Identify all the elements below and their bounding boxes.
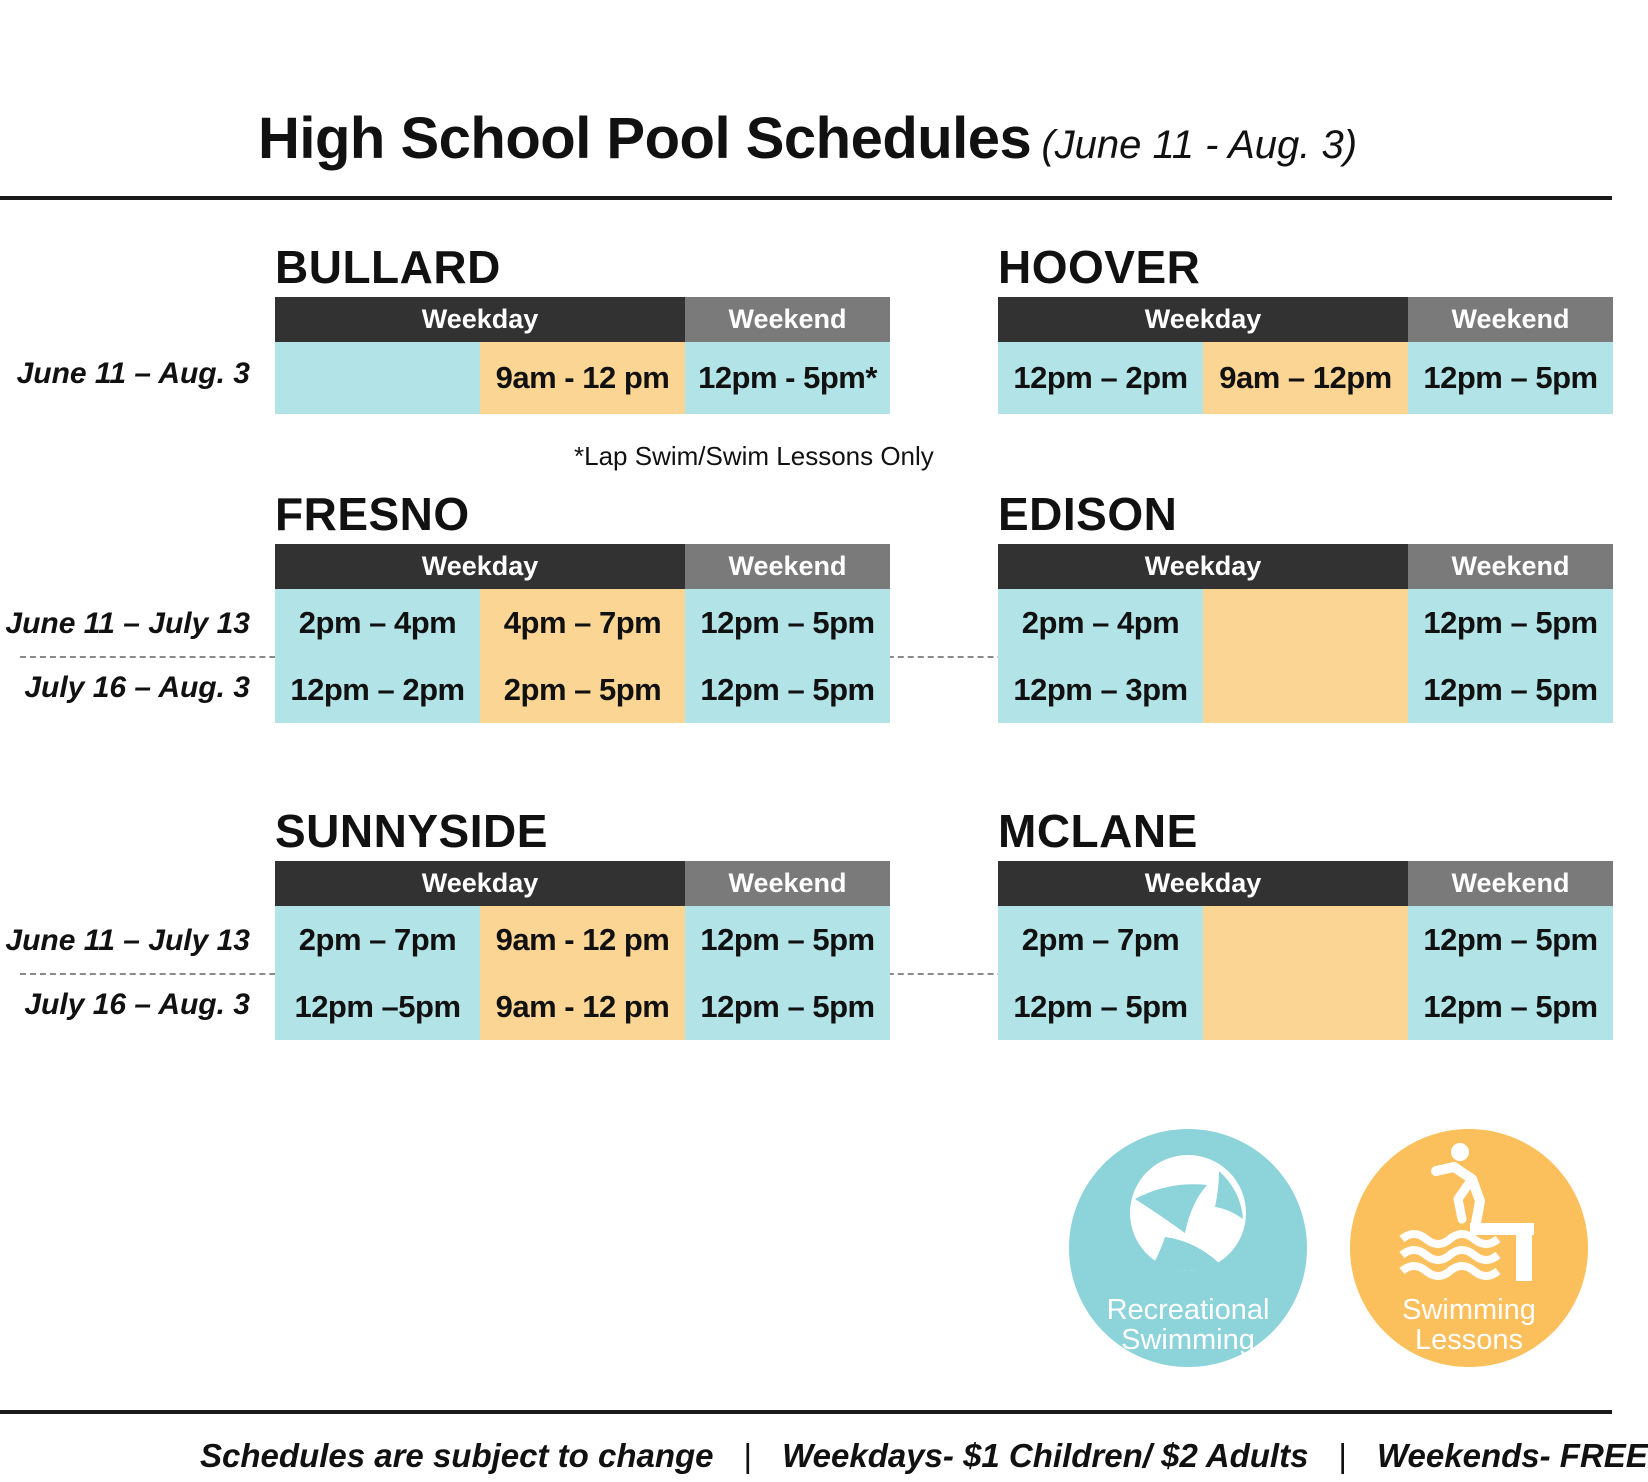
- school-name: SUNNYSIDE: [275, 805, 548, 857]
- weekday-header: Weekday: [275, 297, 685, 342]
- footer-separator: |: [743, 1437, 753, 1474]
- weekend-header: Weekend: [1408, 297, 1613, 342]
- recreational-cell: 2pm – 4pm: [275, 589, 480, 656]
- weekend-cell: 12pm – 5pm: [1408, 906, 1613, 973]
- school-name: BULLARD: [275, 241, 501, 293]
- weekend-header: Weekend: [685, 861, 890, 906]
- recreational-cell: [275, 342, 480, 414]
- weekend-header: Weekend: [1408, 544, 1613, 589]
- lessons-cell: 2pm – 5pm: [480, 656, 685, 723]
- lessons-cell: [1203, 973, 1408, 1040]
- legend-label: Swimming Lessons: [1402, 1294, 1536, 1356]
- lessons-cell: 9am – 12pm: [1203, 342, 1408, 414]
- footer-weekend-price: Weekends- FREE: [1377, 1437, 1648, 1474]
- lessons-cell: 4pm – 7pm: [480, 589, 685, 656]
- school-name: HOOVER: [998, 241, 1201, 293]
- recreational-cell: 12pm – 3pm: [998, 656, 1203, 723]
- recreational-cell: 2pm – 4pm: [998, 589, 1203, 656]
- recreational-cell: 2pm – 7pm: [275, 906, 480, 973]
- lessons-cell: 9am - 12 pm: [480, 342, 685, 414]
- weekend-cell: 12pm – 5pm: [685, 906, 890, 973]
- date-label: June 11 – July 13: [5, 607, 250, 640]
- legend-lessons: [1350, 1129, 1588, 1367]
- page-title: [258, 105, 1357, 172]
- weekday-header: Weekday: [998, 297, 1408, 342]
- date-label: June 11 – Aug. 3: [16, 357, 250, 390]
- weekday-header: Weekday: [998, 861, 1408, 906]
- school-name: MCLANE: [998, 805, 1198, 857]
- weekend-cell: 12pm – 5pm: [1408, 973, 1613, 1040]
- weekend-cell: 12pm – 5pm: [1408, 589, 1613, 656]
- date-label: July 16 – Aug. 3: [24, 671, 250, 704]
- lessons-cell: 9am - 12 pm: [480, 973, 685, 1040]
- weekend-cell: 12pm – 5pm: [685, 656, 890, 723]
- title-date-range: (June 11 - Aug. 3): [1041, 123, 1358, 167]
- lessons-cell: [1203, 589, 1408, 656]
- recreational-cell: 12pm –5pm: [275, 973, 480, 1040]
- footer: [200, 1437, 1648, 1475]
- weekend-cell: 12pm – 5pm: [685, 589, 890, 656]
- weekend-cell: 12pm - 5pm*: [685, 342, 890, 414]
- recreational-cell: 2pm – 7pm: [998, 906, 1203, 973]
- school-name: EDISON: [998, 488, 1178, 540]
- footer-weekday-price: Weekdays- $1 Children/ $2 Adults: [782, 1437, 1309, 1474]
- title-main: High School Pool Schedules: [258, 106, 1032, 171]
- footer-change-note: Schedules are subject to change: [200, 1437, 714, 1474]
- recreational-cell: 12pm – 2pm: [275, 656, 480, 723]
- top-divider: [0, 196, 1612, 200]
- weekday-header: Weekday: [998, 544, 1408, 589]
- bottom-divider: [0, 1410, 1612, 1414]
- school-name: FRESNO: [275, 488, 470, 540]
- recreational-cell: 12pm – 5pm: [998, 973, 1203, 1040]
- footnote: *Lap Swim/Swim Lessons Only: [574, 441, 934, 471]
- weekday-header: Weekday: [275, 861, 685, 906]
- legend-label: Recreational Swimming: [1106, 1294, 1270, 1356]
- weekend-cell: 12pm – 5pm: [685, 973, 890, 1040]
- lessons-cell: [1203, 906, 1408, 973]
- recreational-cell: 12pm – 2pm: [998, 342, 1203, 414]
- weekend-header: Weekend: [1408, 861, 1613, 906]
- lessons-cell: [1203, 656, 1408, 723]
- footer-separator: |: [1338, 1437, 1347, 1474]
- legend-recreational: [1069, 1129, 1307, 1367]
- weekday-header: Weekday: [275, 544, 685, 589]
- date-label: June 11 – July 13: [5, 924, 250, 957]
- weekend-header: Weekend: [685, 297, 890, 342]
- lessons-cell: 9am - 12 pm: [480, 906, 685, 973]
- weekend-header: Weekend: [685, 544, 890, 589]
- weekend-cell: 12pm – 5pm: [1408, 656, 1613, 723]
- weekend-cell: 12pm – 5pm: [1408, 342, 1613, 414]
- date-label: July 16 – Aug. 3: [24, 988, 250, 1021]
